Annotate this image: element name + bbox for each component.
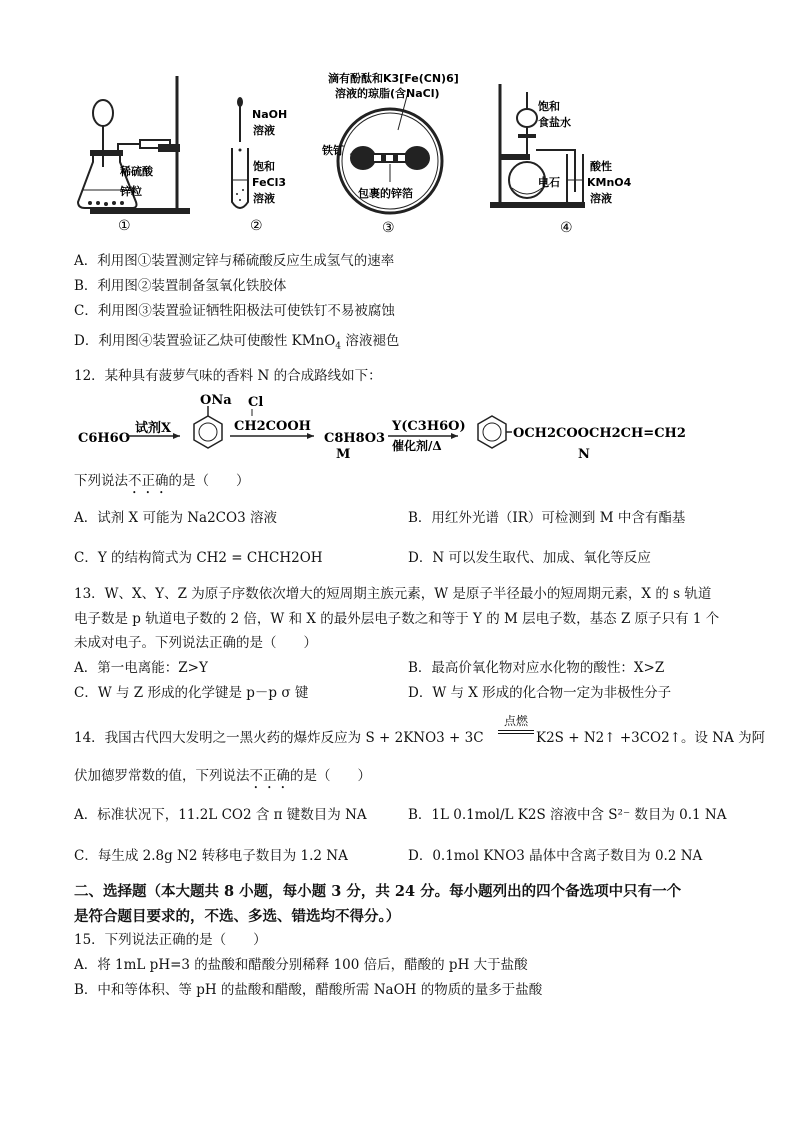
route-cl: Cl <box>248 395 264 410</box>
fig2-label-naoh: NaOH <box>252 108 288 121</box>
q13-stem-line2: 电子数是 p 轨道电子数的 2 倍，W 和 X 的最外层电子数之和等于 Y 的 M 层电子数，基态 Z 原子只有 1 个 <box>74 611 720 627</box>
q15-stem: 15．下列说法正确的是（ ） <box>74 932 267 948</box>
route-y-reagent: Y(C3H6O) <box>392 419 466 434</box>
figure-2-apparatus <box>232 97 287 234</box>
q11-option-d <box>74 332 399 356</box>
fig3-label-nail: 铁钉 <box>322 144 344 157</box>
fig4-label-solution: 溶液 <box>590 192 612 205</box>
fig3-caption: ③ <box>382 220 395 236</box>
q14-option-a: A．标准状况下，11.2L CO2 含 π 键数目为 NA <box>74 807 367 823</box>
route-chloroacetic-acid: CH2COOH <box>234 419 311 434</box>
q13-option-a: A．第一电离能：Z>Y <box>74 660 208 676</box>
section2-heading-line1: 二、选择题（本大题共 8 小题，每小题 3 分，共 24 分。每小题列出的四个备选项中只有一个 <box>74 883 682 900</box>
q11-option-d-text: D．利用图④装置验证乙炔可使酸性 KMnO <box>74 333 336 349</box>
figure-3-apparatus <box>321 71 459 236</box>
fig4-label-acidic: 酸性 <box>590 160 612 173</box>
q14-option-d: D．0.1mol KNO3 晶体中含离子数目为 0.2 NA <box>408 848 703 864</box>
q12-ask-pre: 下列说法 <box>74 473 128 489</box>
q15-option-b: B．中和等体积、等 pH 的盐酸和醋酸，醋酸所需 NaOH 的物质的量多于盐酸 <box>74 982 543 998</box>
q14-reaction-condition: 点燃 <box>503 714 528 728</box>
fig1-label-acid: 稀硫酸 <box>120 165 153 178</box>
route-m-label: M <box>336 447 351 462</box>
q11-option-b: B．利用图②装置制备氢氧化铁胶体 <box>74 278 287 294</box>
q11-option-c: C．利用图③装置验证牺牲阳极法可使铁钉不易被腐蚀 <box>74 303 395 319</box>
q13-stem-line1: 13．W、X、Y、Z 为原子序数依次增大的短周期主族元素，W 是原子半径最小的短周期元素，X 的 s 轨道 <box>74 586 712 602</box>
q12-ask-post: 的是（ ） <box>168 473 250 489</box>
route-start-compound: C6H6O <box>78 431 131 446</box>
q14-stem-line1a: 14．我国古代四大发明之一黑火药的爆炸反应为 S + 2KNO3 + 3C <box>74 730 484 746</box>
section2-heading-line2: 是符合题目要求的，不选、多选、错选均不得分。） <box>74 908 401 925</box>
q14-ask-emphasis: 不正确 <box>249 768 290 784</box>
q14-option-c: C．每生成 2.8g N2 转移电子数目为 1.2 NA <box>74 848 348 864</box>
fig2-caption: ② <box>250 218 263 234</box>
q14-equals-line-bottom <box>498 733 534 734</box>
fig1-label-zinc: 锌粒 <box>120 185 142 198</box>
apparatus-figures <box>60 62 700 240</box>
fig4-label-carbide: 电石 <box>538 176 560 189</box>
fig1-caption: ① <box>118 218 131 234</box>
fig2-label-solution2: 溶液 <box>253 192 275 205</box>
q11-option-d-sub: 4 <box>335 341 342 352</box>
q13-stem-line3: 未成对电子。下列说法正确的是（ ） <box>74 635 317 651</box>
route-phenoxide: ONa <box>200 393 232 408</box>
route-product: OCH2COOCH2CH=CH2 <box>513 426 686 441</box>
q12-option-d: D．N 可以发生取代、加成、氧化等反应 <box>408 550 651 566</box>
q13-option-b: B．最高价氧化物对应水化物的酸性：X>Z <box>408 660 665 676</box>
q13-option-d: D．W 与 X 形成的化合物一定为非极性分子 <box>408 685 672 701</box>
fig2-label-solution1: 溶液 <box>253 124 275 137</box>
fig3-label-agar1: 滴有酚酞和K3[Fe(CN)6] <box>328 72 459 85</box>
fig2-label-saturated: 饱和 <box>253 160 275 173</box>
route-reagent-x: 试剂X <box>135 421 172 436</box>
fig4-label-brine: 食盐水 <box>538 116 571 129</box>
q12-ask-emphasis: 不正确 <box>128 473 169 489</box>
q13-option-c: C．W 与 Z 形成的化学键是 p－p σ 键 <box>74 685 309 701</box>
fig2-label-fecl3: FeCl3 <box>252 176 287 189</box>
q12-question <box>74 472 250 497</box>
fig3-label-foil: 包裹的锌箔 <box>358 187 413 200</box>
figure-4-apparatus <box>490 84 632 236</box>
q14-stem-line1b: K2S + N2↑ +3CO2↑。设 NA 为阿 <box>536 730 766 746</box>
route-catalyst: 催化剂/Δ <box>392 439 442 453</box>
q11-option-d-text2: 溶液褪色 <box>341 333 400 349</box>
q12-stem: 12．某种具有菠萝气味的香料 N 的合成路线如下： <box>74 368 382 384</box>
q14-equals-line-top <box>498 730 534 731</box>
fig4-caption: ④ <box>560 220 573 236</box>
q12-option-b: B．用红外光谱（IR）可检测到 M 中含有酯基 <box>408 510 686 526</box>
route-m-formula: C8H8O3 <box>324 431 386 446</box>
q12-option-a: A．试剂 X 可能为 Na2CO3 溶液 <box>74 510 277 526</box>
q11-option-a: A．利用图①装置测定锌与稀硫酸反应生成氢气的速率 <box>74 253 395 269</box>
q14-stem-line2 <box>74 767 371 792</box>
figure-1-apparatus <box>78 76 190 234</box>
q12-option-c: C．Y 的结构简式为 CH2 = CHCH2OH <box>74 550 323 566</box>
q14-ask-post: 的是（ ） <box>290 768 371 784</box>
q14-option-b: B．1L 0.1mol/L K2S 溶液中含 S²⁻ 数目为 0.1 NA <box>408 807 727 823</box>
route-n-label: N <box>578 447 590 462</box>
q15-option-a: A．将 1mL pH=3 的盐酸和醋酸分别稀释 100 倍后，醋酸的 pH 大于盐酸 <box>74 957 528 973</box>
q14-ask-pre: 伏加德罗常数的值，下列说法 <box>74 768 250 784</box>
fig4-label-kmno4: KMnO4 <box>587 176 632 189</box>
fig4-label-saturated: 饱和 <box>538 100 560 113</box>
fig3-label-agar2: 溶液的琼脂(含NaCl) <box>335 87 440 100</box>
q12-synthesis-route <box>70 392 710 464</box>
